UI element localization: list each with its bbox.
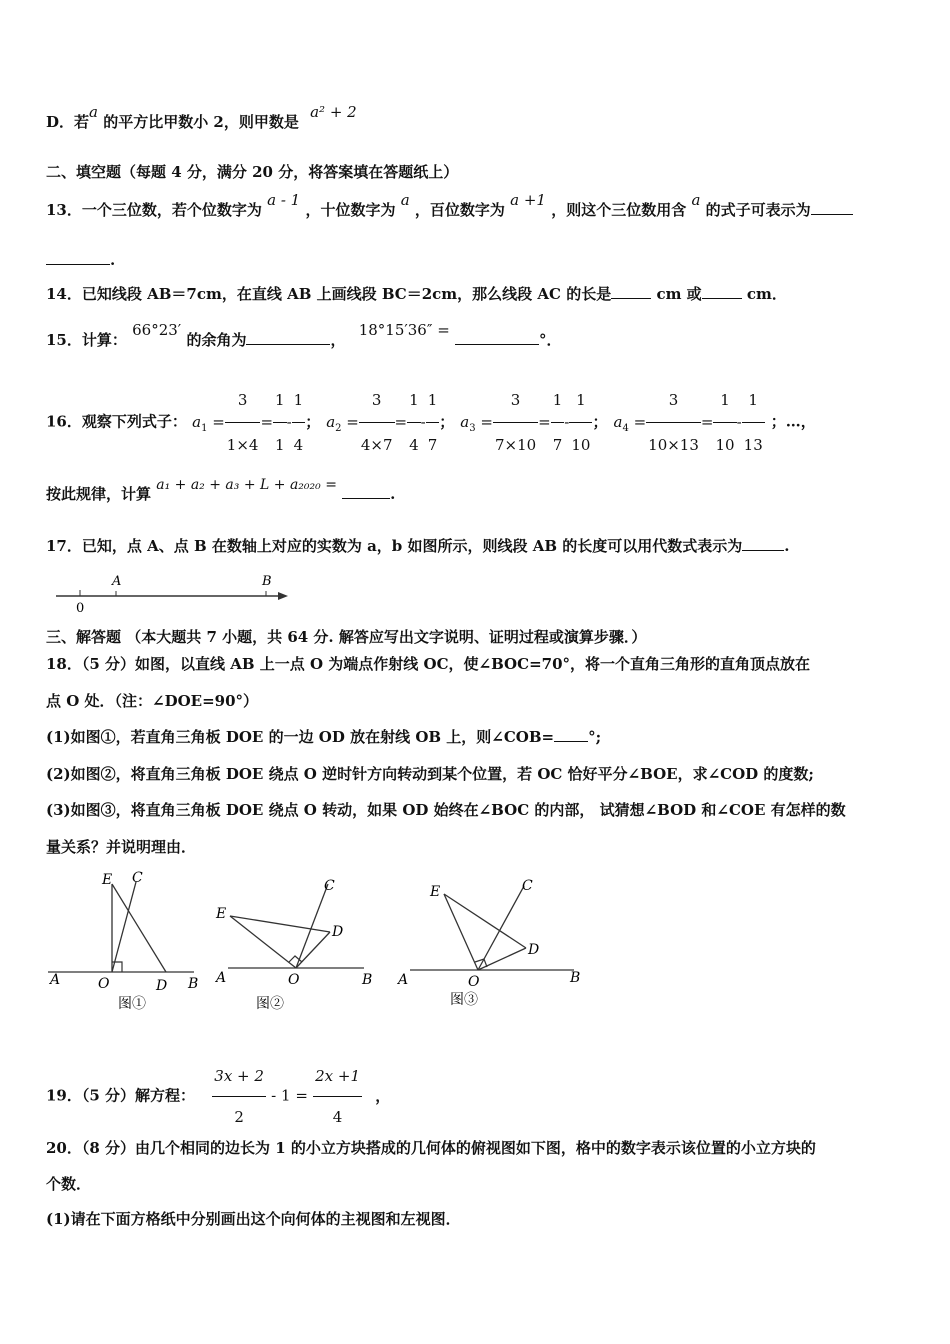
numerator: 1 [552, 391, 563, 409]
ray-oc [478, 886, 524, 970]
term-fraction [646, 378, 701, 467]
label-a: A [50, 972, 61, 988]
term-variable: a [326, 412, 336, 431]
question-17: 17．已知，点 A、点 B 在数轴上对应的实数为 a，b 如图所示，则线段 AB 的长度可以用代数式表示为 . [46, 537, 790, 555]
answer-blank[interactable] [455, 344, 539, 345]
equals-sign: = [538, 412, 551, 431]
side-od [296, 932, 330, 968]
numerator: 3 [668, 391, 679, 409]
side-oe [230, 916, 296, 968]
minus-sign: - [564, 412, 570, 431]
numerator: 1 [748, 391, 758, 409]
answer-blank[interactable] [46, 264, 110, 265]
question-15: 15．计算： 66°23′ 的余角为 ， 18°15′36″ = °． [46, 321, 562, 349]
denominator: 4 [407, 422, 421, 467]
question-16: 16．观察下列式子： $a_1$ = $\frac{3}{1\times 4}$ = $\frac{1}{1}$ - $\frac{1}{4}$ ； $a_2$ = $\frac{3}{4\times 7}$ = $\frac{1}{4}$ - $\frac{1}{7}$ ； $a_3$ = $\frac{3}{7\times 10}$ = $\frac{1}{7}$ - $\frac{1}{10}$ ； $a_4$ = $\frac{3}{10\times 13}$ = $\frac{1}{10}$ - $\frac{1}{13}$ ；…， [46, 378, 904, 467]
question-18-part2: (2)如图②，将直角三角板 DOE 绕点 O 逆时针方向转动到某个位置，若 OC 恰好平分∠BOE，求∠COD 的度数; [46, 765, 814, 783]
question-18-line2: 点 O 处．（注：∠DOE=90°） [46, 692, 259, 710]
numerator: 1 [576, 391, 586, 409]
label-b: B [188, 976, 199, 992]
label-e: E [102, 872, 113, 888]
fraction-left: $\frac{3x + 2}{2}$ [212, 1056, 266, 1137]
question-16-rule: 按此规律，计算 a₁ + a₂ + a₃ + L + a₂₀₂₀ = . [46, 477, 396, 503]
question-20-part1: (1)请在下面方格纸中分别画出这个向何体的主视图和左视图． [46, 1210, 461, 1228]
denominator: 7 [426, 422, 440, 467]
denominator: 13 [742, 422, 765, 467]
section-2-title: 二、填空题（每题 4 分，满分 20 分，将答案填在答题纸上） [46, 163, 459, 181]
equals-sign: = [341, 412, 359, 431]
denominator: 10 [569, 422, 592, 467]
denominator: 1×4 [225, 422, 261, 467]
label-o: O [468, 974, 480, 990]
point-b-label: B [262, 574, 272, 589]
number-line-figure [50, 568, 300, 616]
label-d: D [528, 942, 540, 958]
axis-arrow [278, 592, 288, 600]
label-d: D [332, 924, 344, 940]
answer-blank[interactable] [342, 498, 390, 499]
term-fraction [407, 378, 421, 467]
label-o: O [288, 972, 300, 988]
term-fraction [426, 378, 440, 467]
term-variable: a [192, 412, 202, 431]
fraction-right: $\frac{2x +1}{4}$ [313, 1056, 362, 1137]
label-a: A [216, 970, 227, 986]
figure-caption: 图③ [450, 992, 478, 1008]
numerator: 3 [237, 391, 248, 409]
term-fraction [713, 378, 736, 467]
term-fraction [225, 378, 261, 467]
denominator: 1 [273, 422, 287, 467]
denominator: 7 [551, 422, 565, 467]
separator: ； [592, 412, 608, 431]
side-od [478, 948, 526, 970]
answer-blank[interactable] [811, 214, 853, 215]
question-13-cont: . [46, 250, 904, 270]
equals-sign: = [700, 412, 714, 431]
denominator: 4 [292, 422, 306, 467]
label-o: O [98, 976, 110, 992]
equals-sign: = [260, 412, 274, 431]
term-index: 3 [469, 422, 476, 434]
label-b: B [570, 970, 581, 986]
equals-sign: = [207, 412, 225, 431]
point-a-label: A [112, 574, 122, 589]
answer-blank[interactable] [554, 741, 588, 742]
answer-blank[interactable] [611, 298, 651, 299]
question-13: 13．一个三位数，若个位数字为 a - 1 ，十位数字为 a ，百位数字为 a +1 ，则这个三位数用含 a 的式子可表示为 [46, 200, 904, 220]
numerator: 1 [409, 391, 419, 409]
numerator: 1 [275, 391, 285, 409]
question-18-part3-cont: 量关系？并说明理由． [46, 838, 197, 856]
term-variable: a [460, 412, 470, 431]
question-18-part3: (3)如图③，将直角三角板 DOE 绕点 O 转动，如果 OD 始终在∠BOC 的内部， 试猜想∠BOD 和∠COE 有怎样的数 [46, 801, 846, 819]
term-fraction [569, 378, 592, 467]
question-20-line1: 20．（8 分）由几个相同的边长为 1 的小立方块搭成的几何体的俯视图如下图，格中的数字表示该位置的小立方块的 [46, 1139, 816, 1157]
minus-sign: - [420, 412, 426, 431]
figure-caption: 图① [118, 996, 146, 1012]
answer-blank[interactable] [246, 344, 330, 345]
label-e: E [430, 884, 441, 900]
label-a: A [398, 972, 409, 988]
equals-sign: = [475, 412, 493, 431]
answer-blank[interactable] [702, 298, 742, 299]
numerator: 3 [371, 391, 382, 409]
section-3-title: 三、解答题 （本大题共 7 小题，共 64 分. 解答应写出文字说明、证明过程或演算步骤．） [46, 628, 647, 646]
ray-oc [112, 882, 136, 972]
equals-sign: = [394, 412, 408, 431]
answer-blank[interactable] [742, 550, 784, 551]
term-index: 2 [335, 422, 342, 434]
term-variable: a [613, 412, 623, 431]
equals-sign: = [628, 412, 647, 431]
sequence-term [192, 391, 321, 454]
term-index: 1 [201, 422, 208, 434]
term-fraction [493, 378, 538, 467]
question-18-part1: (1)如图①，若直角三角板 DOE 的一边 OD 放在射线 OB 上，则∠COB= °; [46, 728, 602, 746]
ray-oc [296, 884, 328, 968]
denominator: 10×13 [646, 422, 701, 467]
denominator: 4×7 [359, 422, 395, 467]
label-e: E [216, 906, 227, 922]
question-18-line1: 18．（5 分）如图，以直线 AB 上一点 O 为端点作射线 OC，使∠BOC=70°，将一个直角三角形的直角顶点放在 [46, 655, 811, 673]
side-ed [112, 884, 166, 972]
term-fraction [273, 378, 287, 467]
question-14: 14．已知线段 AB＝7cm，在直线 AB 上画线段 BC＝2cm，那么线段 AC 的长是 cm 或 cm． [46, 285, 787, 303]
term-index: 4 [622, 422, 629, 434]
term-fraction [359, 378, 395, 467]
denominator: 10 [713, 422, 736, 467]
numerator: 1 [720, 391, 730, 409]
question-20-line2: 个数． [46, 1175, 92, 1193]
figure-2 [212, 866, 392, 1016]
numerator: 1 [293, 391, 304, 409]
term-fraction [292, 378, 306, 467]
numerator: 1 [427, 391, 438, 409]
label-d: D [156, 978, 168, 994]
label-c: C [324, 878, 335, 894]
figure-caption: 图② [256, 996, 284, 1012]
term-fraction [742, 378, 765, 467]
numerator: 3 [510, 391, 521, 409]
question-19: 19．（5 分）解方程： $\frac{3x + 2}{2}$ - 1 = $\frac{2x +1}{4}$ ， [46, 1056, 904, 1137]
term-fraction [551, 378, 565, 467]
separator: ； [439, 412, 455, 431]
denominator: 7×10 [493, 422, 538, 467]
separator: ； [305, 412, 321, 431]
minus-sign: - [286, 412, 292, 431]
option-d: D．若a 的平方比甲数小 2，则甲数是 a² + 2 [46, 103, 357, 131]
figure-1 [44, 866, 214, 1016]
label-b: B [362, 972, 373, 988]
origin-label: 0 [76, 601, 85, 616]
label-c: C [522, 878, 533, 894]
label-c: C [132, 870, 143, 886]
minus-sign: - [736, 412, 742, 431]
figure-3 [392, 866, 592, 1016]
